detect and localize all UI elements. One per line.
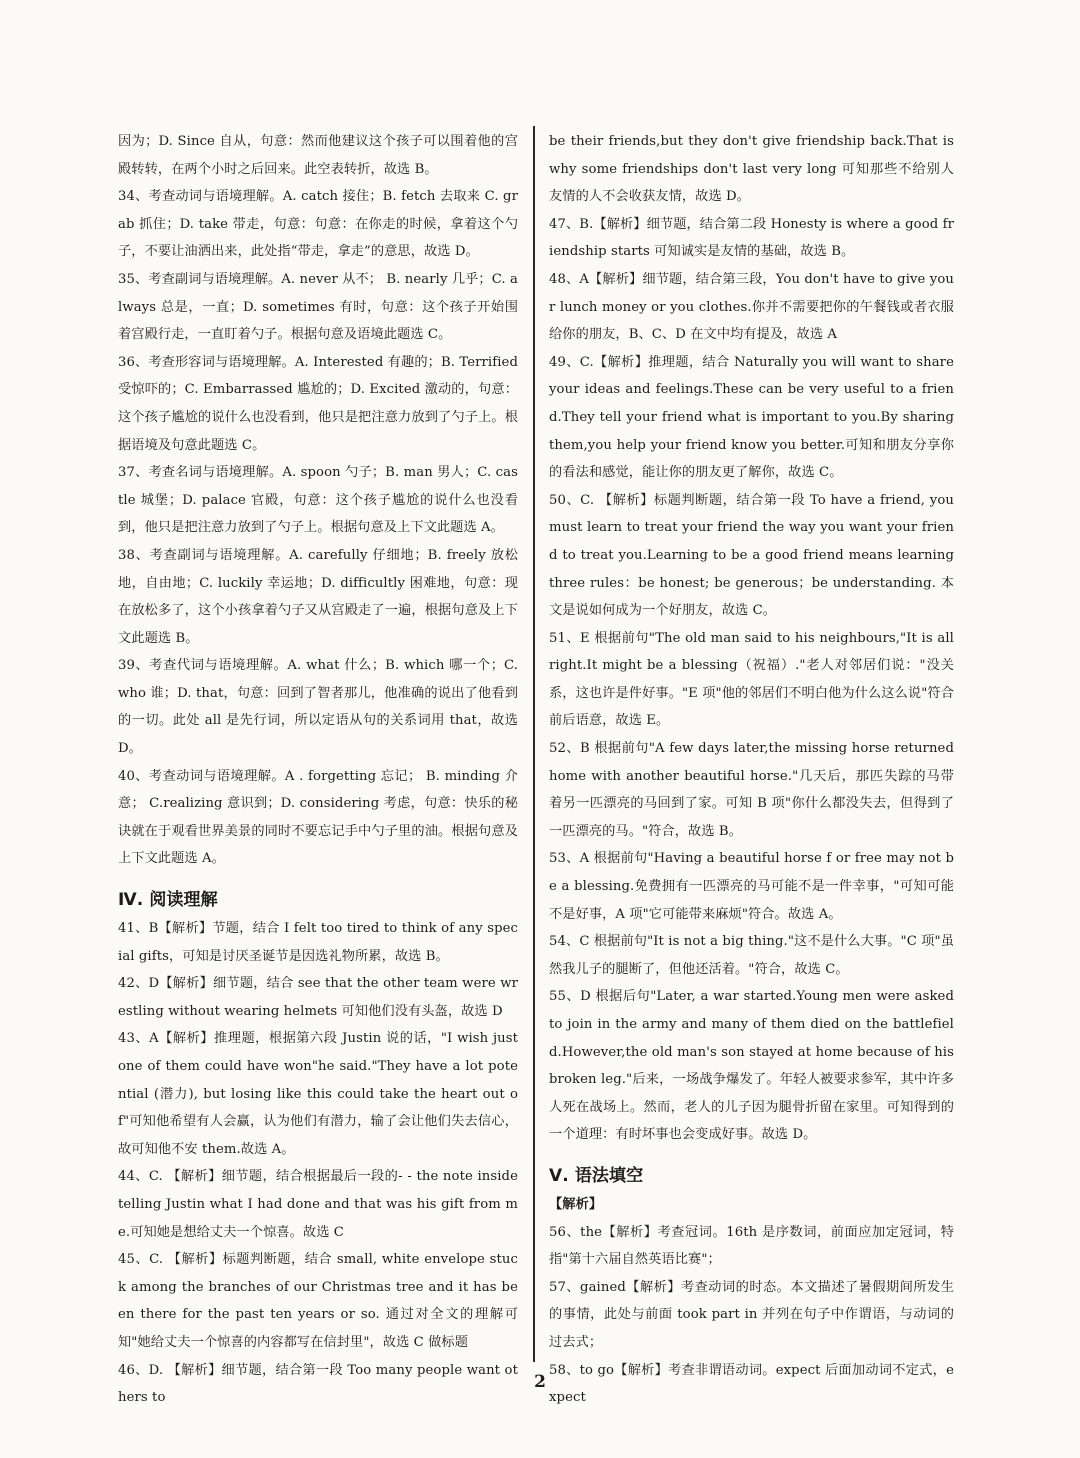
answer-paragraph: 49、C.【解析】推理题，结合 Naturally you will want to share your ideas and feelings.These can be very useful to a friend.They tell your friend what is important to you.By sharing them,you help your friend know you better.可知和朋友分享你的看法和感觉，能让你的朋友更了解你，故选 C。 xyxy=(549,354,954,481)
answer-paragraph: be their friends,but they don't give friendship back.That is why some friendships don't last very long 可知那些不给别人友情的人不会收获友情，故选 D。 xyxy=(549,134,954,205)
answer-paragraph: 48、A【解析】细节题，结合第三段，You don't have to give your lunch money or you clothes.你并不需要把你的午餐钱或者衣服给你的朋友，B、C、D 在文中均有提及，故选 A xyxy=(549,271,954,343)
answer-paragraph: 52、B 根据前句"A few days later,the missing horse returned home with another beautiful horse."几天后，那匹失踪的马带着另一匹漂亮的马回到了家。可知 B 项"你什么都没失去，但得到了一匹漂亮的马。"符合，故选 B。 xyxy=(549,741,954,839)
answer-paragraph: 40、考查动词与语境理解。A . forgetting 忘记； B. minding 介意； C.realizing 意识到；D. considering 考虑，句意：快乐的秘诀就在于观看世界美景的同时不要忘记手中勺子里的油。根据句意及上下文此题选 A。 xyxy=(118,768,518,867)
left-answers-part-2 xyxy=(118,915,518,1412)
answer-paragraph: 51、E 根据前句"The old man said to his neighbours,"It is all right.It might be a blessing（祝福）."老人对邻居们说："没关系，这也许是件好事。"E 项"他的邻居们不明白他为什么这么说"符合前后语意，故选 E。 xyxy=(549,630,954,729)
right-answers-part-2 xyxy=(549,1219,954,1412)
answer-paragraph: 57、gained【解析】考查动词的时态。本文描述了暑假期间所发生的事情，此处与前面 took part in 并列在句子中作谓语，与动词的过去式； xyxy=(549,1279,954,1350)
answer-paragraph: 50、C. 【解析】标题判断题，结合第一段 To have a friend, you must learn to treat your friend the way you want your friend to treat you.Learning to be a good friend means learning three rules：be honest; be generous；be understanding. 本文是说如何成为一个好朋友，故选 C。 xyxy=(549,492,954,619)
answer-paragraph: 47、B.【解析】细节题，结合第二段 Honesty is where a good friendship starts 可知诚实是友情的基础，故选 B。 xyxy=(549,216,954,260)
answer-paragraph: 54、C 根据前句"It is not a big thing."这不是什么大事。"C 项"虽然我儿子的腿断了，但他还活着。"符合，故选 C。 xyxy=(549,934,954,977)
answer-paragraph: 56、the【解析】考查冠词。16th 是序数词，前面应加定冠词，特指"第十六届自然英语比赛"； xyxy=(549,1224,954,1268)
answer-paragraph: 37、考查名词与语境理解。A. spoon 勺子；B. man 男人；C. castle 城堡；D. palace 官殿，句意：这个孩子尴尬的说什么也没看到，他只是把注意力放到了勺子上。根据句意及上下文此题选 A。 xyxy=(118,465,518,536)
answer-paragraph: 58、to go【解析】考查非谓语动词。expect 后面加动词不定式，expect xyxy=(549,1362,954,1406)
answer-paragraph: 53、A 根据前句"Having a beautiful horse f or free may not be a blessing.免费拥有一匹漂亮的马可能不是一件幸事，"可知可能不是好事，A 项"它可能带来麻烦"符合。故选 A。 xyxy=(549,851,954,922)
answer-paragraph: 44、C. 【解析】细节题，结合根据最后一段的- - the note inside telling Justin what I had done and that was his gift from me.可知她是想给丈夫一个惊喜。故选 C xyxy=(118,1169,518,1240)
left-column xyxy=(118,128,518,1412)
answer-paragraph: 36、考查形容词与语境理解。A. Interested 有趣的；B. Terrified 受惊吓的；C. Embarrassed 尴尬的；D. Excited 激动的，句意：这个孩子尴尬的说什么也没看到，他只是把注意力放到了勺子上。根据语境及句意此题选 C。 xyxy=(118,354,518,453)
section-heading-reading: Ⅳ. 阅读理解 xyxy=(118,890,218,911)
answer-paragraph: 41、B【解析】节题，结合 I felt too tired to think of any special gifts，可知是讨厌圣诞节是因选礼物所累，故选 B。 xyxy=(118,921,518,964)
answer-paragraph: 43、A【解析】推理题，根据第六段 Justin 说的话，"I wish just one of them could have won"he said."They have a lot potential (潜力), but losing like this could take the heart out of"可知他希望有人会赢，认为他们有潜力，输了会让他们失去信心，故可知他不安 them.故选 A。 xyxy=(118,1031,518,1157)
section-heading-grammar: Ⅴ. 语法填空 xyxy=(549,1165,644,1186)
answer-paragraph: 38、考查副词与语境理解。A. carefully 仔细地；B. freely 放松地，自由地；C. luckily 幸运地；D. difficultly 困难地，句意：现在放松多了，这个小孩拿着勺子又从宫殿走了一遍，根据句意及上下文此题选 B。 xyxy=(118,547,518,646)
column-divider xyxy=(533,126,535,1362)
answer-paragraph: 39、考查代词与语境理解。A. what 什么；B. which 哪一个；C. who 谁；D. that，句意：回到了智者那儿，他准确的说出了他看到的一切。此处 all 是先行词，所以定语从句的关系词用 that，故选 D。 xyxy=(118,658,518,757)
answer-paragraph: 34、考查动词与语境理解。A. catch 接住；B. fetch 去取来 C. grab 抓住；D. take 带走，句意：句意：在你走的时候，拿着这个勺子，不要让油洒出来，此处指“带走，拿走”的意思，故选 D。 xyxy=(118,189,518,260)
answer-paragraph: 45、C. 【解析】标题判断题，结合 small, white envelope stuck among the branches of our Christmas tree and it has been there for the past ten years or so. 通过对全文的理解可知"她给丈夫一个惊喜的内容都写在信封里"，故选 C 做标题 xyxy=(118,1252,518,1350)
answer-paragraph: 因为；D. Since 自从，句意：然而他建议这个孩子可以围着他的宫殿转转，在两个小时之后回来。此空表转折，故选 B。 xyxy=(118,134,518,177)
right-answers-part-1 xyxy=(549,128,954,1149)
right-column xyxy=(549,128,954,1412)
page-number: 2 xyxy=(534,1372,546,1392)
left-answers-part-1 xyxy=(118,128,518,873)
answer-paragraph: 42、D【解析】细节题，结合 see that the other team were wrestling without wearing helmets 可知他们没有头盔，故选 D xyxy=(118,976,518,1019)
answer-paragraph: 46、D. 【解析】细节题，结合第一段 Too many people want others to xyxy=(118,1362,518,1406)
analysis-label: 【解析】 xyxy=(549,1196,603,1212)
answer-paragraph: 55、D 根据后句"Later, a war started.Young men were asked to join in the army and many of them died on the battlefield.However,the old man's son stayed at home because of his broken leg."后来，一场战争爆发了。年轻人被要求参军，其中许多人死在战场上。然而，老人的儿子因为腿骨折留在家里。可知得到的一个道理：有时坏事也会变成好事。故选 D。 xyxy=(549,989,954,1143)
answer-paragraph: 35、考查副词与语境理解。A. never 从不； B. nearly 几乎；C. always 总是，一直；D. sometimes 有时，句意：这个孩子开始围着宫殿行走，一直盯着勺子。根据句意及语境此题选 C。 xyxy=(118,271,518,343)
